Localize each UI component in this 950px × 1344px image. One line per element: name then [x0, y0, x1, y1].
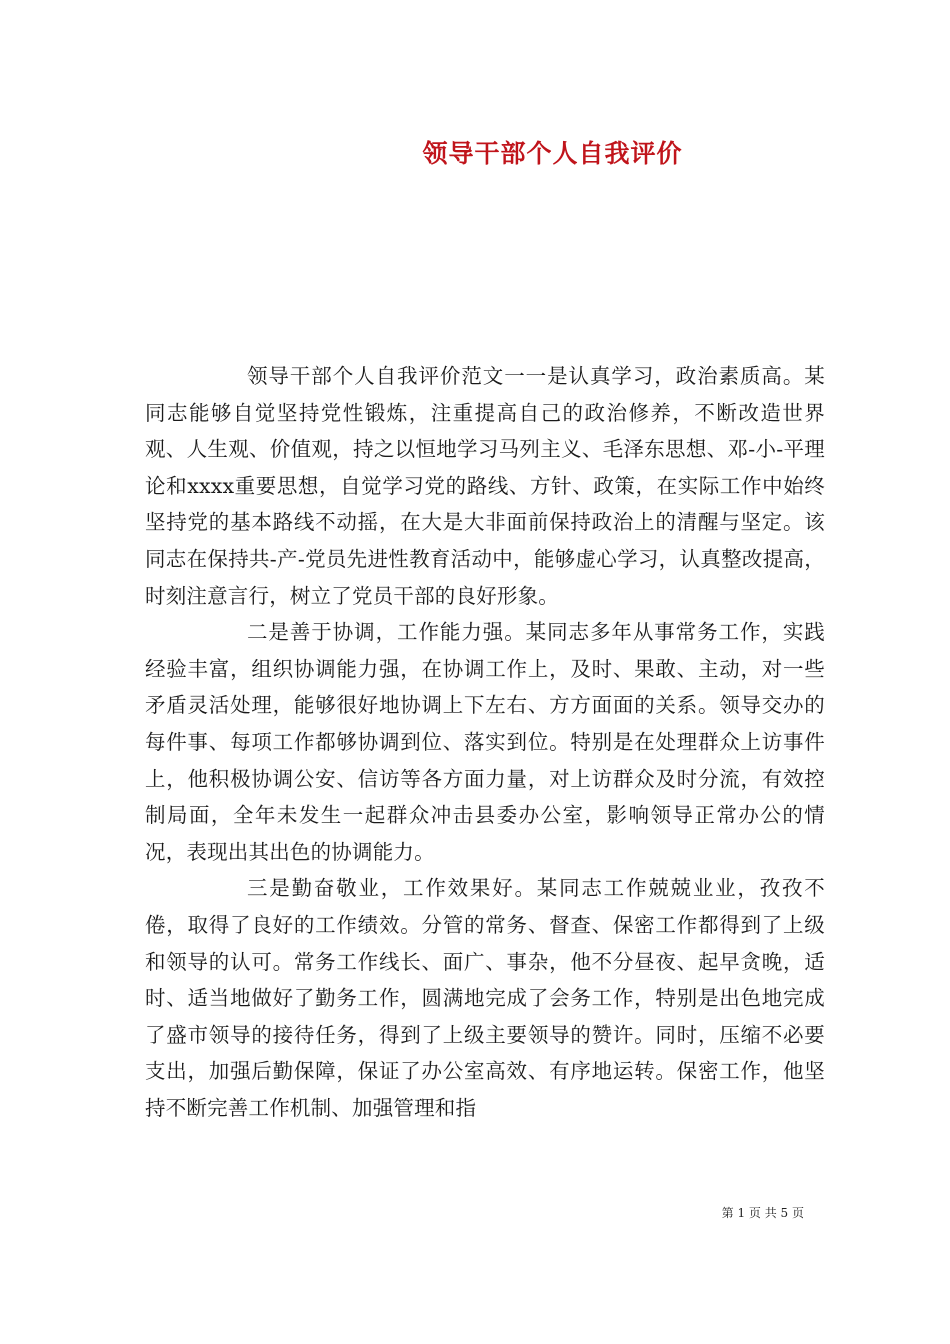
paragraph-2: 二是善于协调，工作能力强。某同志多年从事常务工作，实践经验丰富，组织协调能力强，在协调工作上，及时、果敢、主动，对一些矛盾灵活处理，能够很好地协调上下左右、方方面面的关系。领导交办的每件事、每项工作都够协调到位、落实到位。特别是在处理群众上访事件上，他积极协调公安、信访等各方面力量，对上访群众及时分流，有效控制局面，全年未发生一起群众冲击县委办公室，影响领导正常办公的情况，表现出其出色的协调能力。 — [145, 620, 825, 864]
document-body — [145, 358, 825, 1126]
paragraph-3: 三是勤奋敬业，工作效果好。某同志工作兢兢业业，孜孜不倦，取得了良好的工作绩效。分管的常务、督查、保密工作都得到了上级和领导的认可。常务工作线长、面广、事杂，他不分昼夜、起早贪晚，适时、适当地做好了勤务工作，圆满地完成了会务工作，特别是出色地完成了盛市领导的接待任务，得到了上级主要领导的赞许。同时，压缩不必要支出，加强后勤保障，保证了办公室高效、有序地运转。保密工作，他坚持不断完善工作机制、加强管理和指 — [145, 876, 825, 1120]
page-number-footer: 第 1 页 共 5 页 — [721, 1206, 804, 1220]
paragraph-1: 领导干部个人自我评价范文一一是认真学习，政治素质高。某同志能够自觉坚持党性锻炼，注重提高自己的政治修养，不断改造世界观、人生观、价值观，持之以恒地学习马列主义、毛泽东思想、邓-小-平理论和xxxx重要思想，自觉学习党的路线、方针、政策，在实际工作中始终坚持党的基本路线不动摇，在大是大非面前保持政治上的清醒与坚定。该同志在保持共-产-党员先进性教育活动中，能够虚心学习，认真整改提高，时刻注意言行，树立了党员干部的良好形象。 — [145, 364, 825, 608]
page-title: 领导干部个人自我评价 — [422, 139, 683, 168]
